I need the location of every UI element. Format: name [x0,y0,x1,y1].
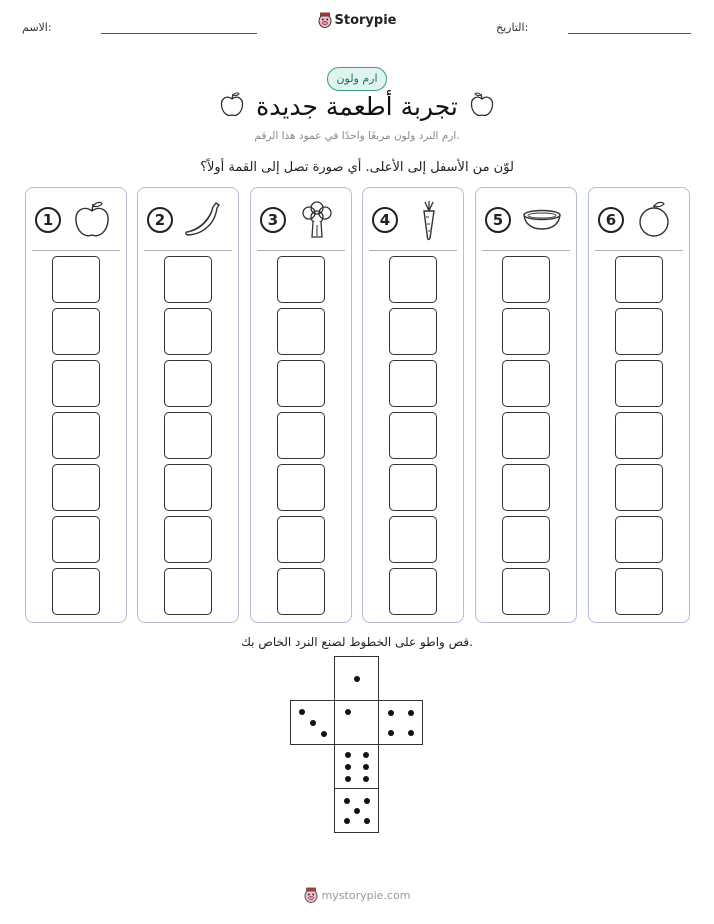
apple-icon [70,198,114,242]
column-number: 4 [372,207,398,233]
food-column-1 [25,187,127,623]
color-box[interactable] [615,568,663,615]
name-line [101,33,257,34]
die-pip [310,720,316,726]
column-header [26,188,126,248]
die-pip [345,709,351,715]
color-box[interactable] [502,256,550,303]
subtitle: ارم النرد ولون مربعًا واحدًا في عمود هذا الرقم. [254,130,460,142]
color-box[interactable] [277,256,325,303]
pig-mascot-icon [318,12,332,28]
die-pip [345,764,351,770]
die-pip [408,710,414,716]
die-pip [345,752,351,758]
color-box[interactable] [389,464,437,511]
column-header [138,188,238,248]
color-box[interactable] [389,568,437,615]
column-header [476,188,576,248]
activity-badge: ارم ولون [327,67,387,91]
color-box[interactable] [52,516,100,563]
die-pip [354,808,360,814]
pig-mascot-icon [304,887,318,903]
color-box[interactable] [277,412,325,459]
color-box[interactable] [277,464,325,511]
apple-icon [219,91,245,119]
column-divider [595,250,683,251]
banana-icon [182,198,226,242]
column-number: 1 [35,207,61,233]
date-label: التاريخ: [496,21,529,34]
color-box[interactable] [389,256,437,303]
die-pip [363,752,369,758]
broccoli-icon [295,198,339,242]
die-pip [344,798,350,804]
footer [0,887,714,903]
color-box[interactable] [615,516,663,563]
color-box[interactable] [615,464,663,511]
color-box[interactable] [277,360,325,407]
color-box[interactable] [502,360,550,407]
color-box[interactable] [164,568,212,615]
die-pip [363,764,369,770]
food-column-2 [137,187,239,623]
instruction-text: لوّن من الأسفل إلى الأعلى. أي صورة تصل إلى القمة أولاً؟ [200,160,514,175]
color-box[interactable] [52,360,100,407]
column-divider [482,250,570,251]
page-title: تجربة أطعمة جديدة [256,92,458,121]
die-pip [354,676,360,682]
carrot-icon [407,198,451,242]
color-box[interactable] [389,308,437,355]
color-box[interactable] [502,412,550,459]
die-pip [299,709,305,715]
die-face-1 [334,700,379,745]
color-box[interactable] [164,256,212,303]
color-box[interactable] [52,256,100,303]
color-box[interactable] [615,360,663,407]
die-pip [345,776,351,782]
brand-name: Storypie [334,12,397,28]
color-box[interactable] [502,568,550,615]
food-column-3 [250,187,352,623]
column-divider [32,250,120,251]
food-column-4 [362,187,464,623]
color-box[interactable] [52,464,100,511]
die-pip [408,730,414,736]
die-face-6 [334,744,379,789]
cut-instruction: قص واطو على الخطوط لصنع النرد الخاص بك. [241,635,473,649]
name-label: الاسم: [22,21,52,34]
color-box[interactable] [164,412,212,459]
die-pip [344,818,350,824]
column-divider [257,250,345,251]
color-box[interactable] [615,256,663,303]
color-box[interactable] [389,360,437,407]
die-pip [321,731,327,737]
die-face-3 [290,700,335,745]
apple-icon [469,91,495,119]
column-divider [369,250,457,251]
die-pip [388,730,394,736]
die-face-5 [334,788,379,833]
color-box[interactable] [164,360,212,407]
column-header [251,188,351,248]
brand-logo [0,12,714,28]
die-face-1 [334,656,379,701]
column-header [589,188,689,248]
color-box[interactable] [52,568,100,615]
color-box[interactable] [164,516,212,563]
column-number: 5 [485,207,511,233]
die-pip [388,710,394,716]
color-box[interactable] [502,464,550,511]
color-box[interactable] [389,412,437,459]
column-header [363,188,463,248]
column-divider [144,250,232,251]
color-box[interactable] [615,412,663,459]
die-pip [363,776,369,782]
bowl-icon [520,198,564,242]
column-number: 6 [598,207,624,233]
die-pip [364,798,370,804]
color-box[interactable] [277,516,325,563]
die-face-4 [378,700,423,745]
color-box[interactable] [502,516,550,563]
footer-url: mystorypie.com [321,888,411,902]
column-number: 3 [260,207,286,233]
food-column-5 [475,187,577,623]
color-box[interactable] [615,308,663,355]
die-pip [364,818,370,824]
date-line [568,33,691,34]
color-box[interactable] [52,308,100,355]
color-box[interactable] [164,464,212,511]
color-box[interactable] [502,308,550,355]
color-box[interactable] [52,412,100,459]
color-box[interactable] [164,308,212,355]
food-column-6 [588,187,690,623]
color-box[interactable] [389,516,437,563]
color-box[interactable] [277,308,325,355]
orange-icon [633,198,677,242]
column-number: 2 [147,207,173,233]
color-box[interactable] [277,568,325,615]
